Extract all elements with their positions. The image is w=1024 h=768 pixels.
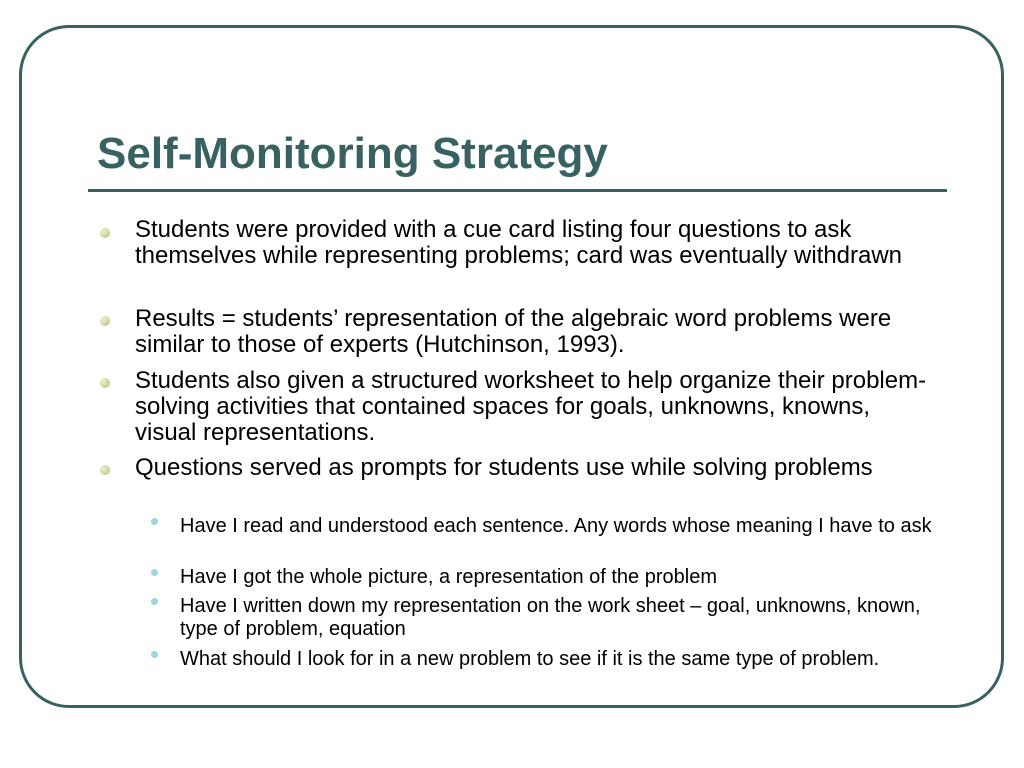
bullet-text: Students were provided with a cue card listing four questions to ask themselves while representing problems; card was eventually withdrawn xyxy=(135,216,903,269)
slide-title: Self-Monitoring Strategy xyxy=(97,129,608,178)
sub-bullet-marker xyxy=(151,569,158,576)
bullet-text: Students also given a structured worksheet to help organize their problem-solving activities that contained spaces for goals, unknowns, knowns, visual representations. xyxy=(135,367,927,446)
sub-bullet-text: Have I got the whole picture, a representation of the problem xyxy=(180,566,717,588)
bullet-marker xyxy=(100,316,110,326)
bullet-marker xyxy=(100,465,110,475)
bullet-marker xyxy=(100,228,110,238)
bullet-text: Results = students’ representation of the algebraic word problems were similar to those of experts (Hutchinson, 1993). xyxy=(135,305,892,358)
title-underline xyxy=(88,189,947,192)
sub-bullet-text: Have I read and understood each sentence. Any words whose meaning I have to ask xyxy=(180,515,932,537)
sub-bullet-text: Have I written down my representation on the work sheet – goal, unknowns, known, type of problem, equation xyxy=(180,595,921,640)
sub-bullet-marker xyxy=(151,651,158,658)
sub-bullet-marker xyxy=(151,598,158,605)
sub-bullet-text: What should I look for in a new problem to see if it is the same type of problem. xyxy=(180,648,880,670)
bullet-marker xyxy=(100,378,110,388)
bullet-text: Questions served as prompts for students use while solving problems xyxy=(135,454,873,481)
sub-bullet-marker xyxy=(151,518,158,525)
